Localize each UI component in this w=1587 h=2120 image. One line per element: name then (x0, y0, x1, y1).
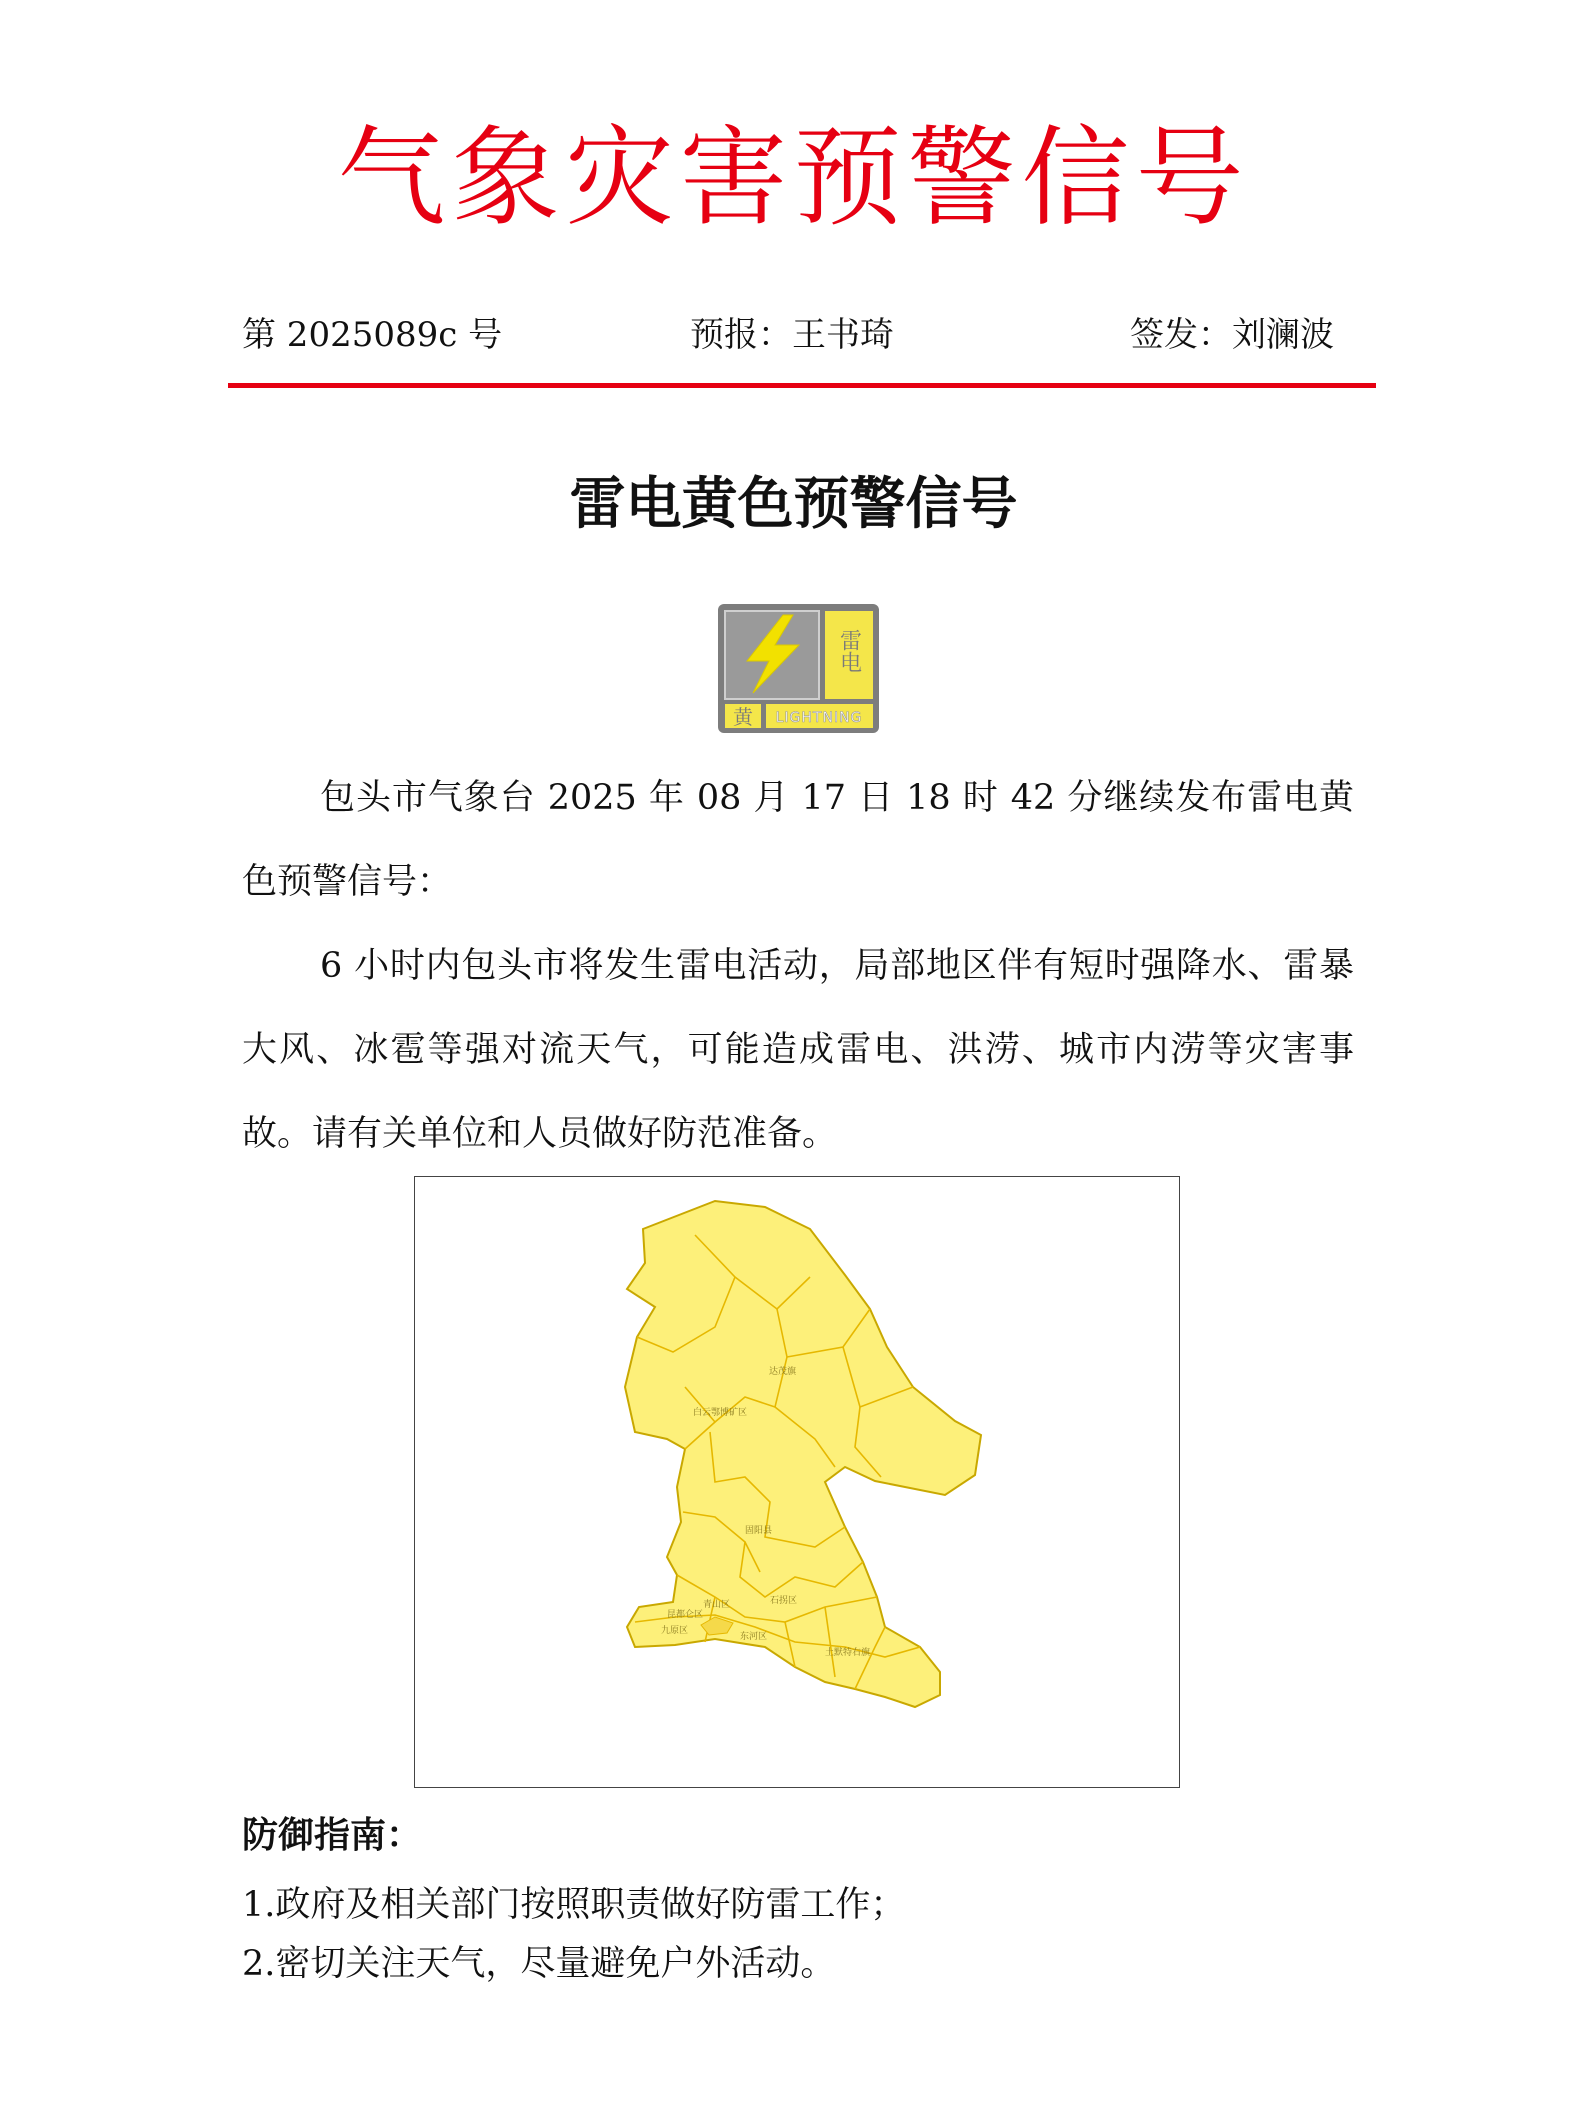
document-header-title: 气象灾害预警信号 (337, 116, 1250, 241)
map-label-damao: 达茂旗 (769, 1367, 797, 1377)
defense-guide-heading: 防御指南： (242, 1815, 423, 1856)
issue-paragraph: 包头市气象台 2025 年 08 月 17 日 18 时 42 分继续发布雷电黄色预警信号： (242, 778, 1354, 902)
lightning-yellow-signal-icon (717, 603, 880, 734)
map-label-donghe: 东河区 (740, 1632, 768, 1642)
icon-top-label: 雷电 (836, 629, 862, 673)
defense-guide-item: 1.政府及相关部门按照职责做好防雷工作； (242, 1885, 906, 1925)
map-label-qingshan: 青山区 (703, 1600, 731, 1610)
map-label-tumote: 土默特右旗 (825, 1648, 871, 1658)
header-divider (228, 383, 1376, 388)
detail-paragraph: 6 小时内包头市将发生雷电活动，局部地区伴有短时强降水、雷暴大风、冰雹等强对流天气，可能造成雷电、洪涝、城市内涝等灾害事故。请有关单位和人员做好防范准备。 (242, 946, 1354, 1154)
icon-english-label: LIGHTNING (775, 710, 863, 726)
map-label-shiguai: 石拐区 (770, 1596, 798, 1606)
forecaster: 预报：王书琦 (690, 315, 894, 355)
defense-guide-item: 2.密切关注天气，尽量避免户外活动。 (242, 1944, 836, 1984)
document-number: 第 2025089c 号 (242, 315, 503, 355)
map-label-baiyun: 白云鄂博矿区 (693, 1408, 748, 1418)
icon-level-label: 黄 (733, 705, 753, 729)
warning-title: 雷电黄色预警信号 (569, 472, 1018, 537)
warning-area-map (414, 1176, 1180, 1788)
issuer: 签发：刘澜波 (1130, 315, 1334, 355)
map-label-jiuyuan: 九原区 (661, 1626, 689, 1636)
map-label-guyang: 固阳县 (745, 1526, 773, 1536)
map-label-kundulun: 昆都仑区 (667, 1610, 704, 1620)
